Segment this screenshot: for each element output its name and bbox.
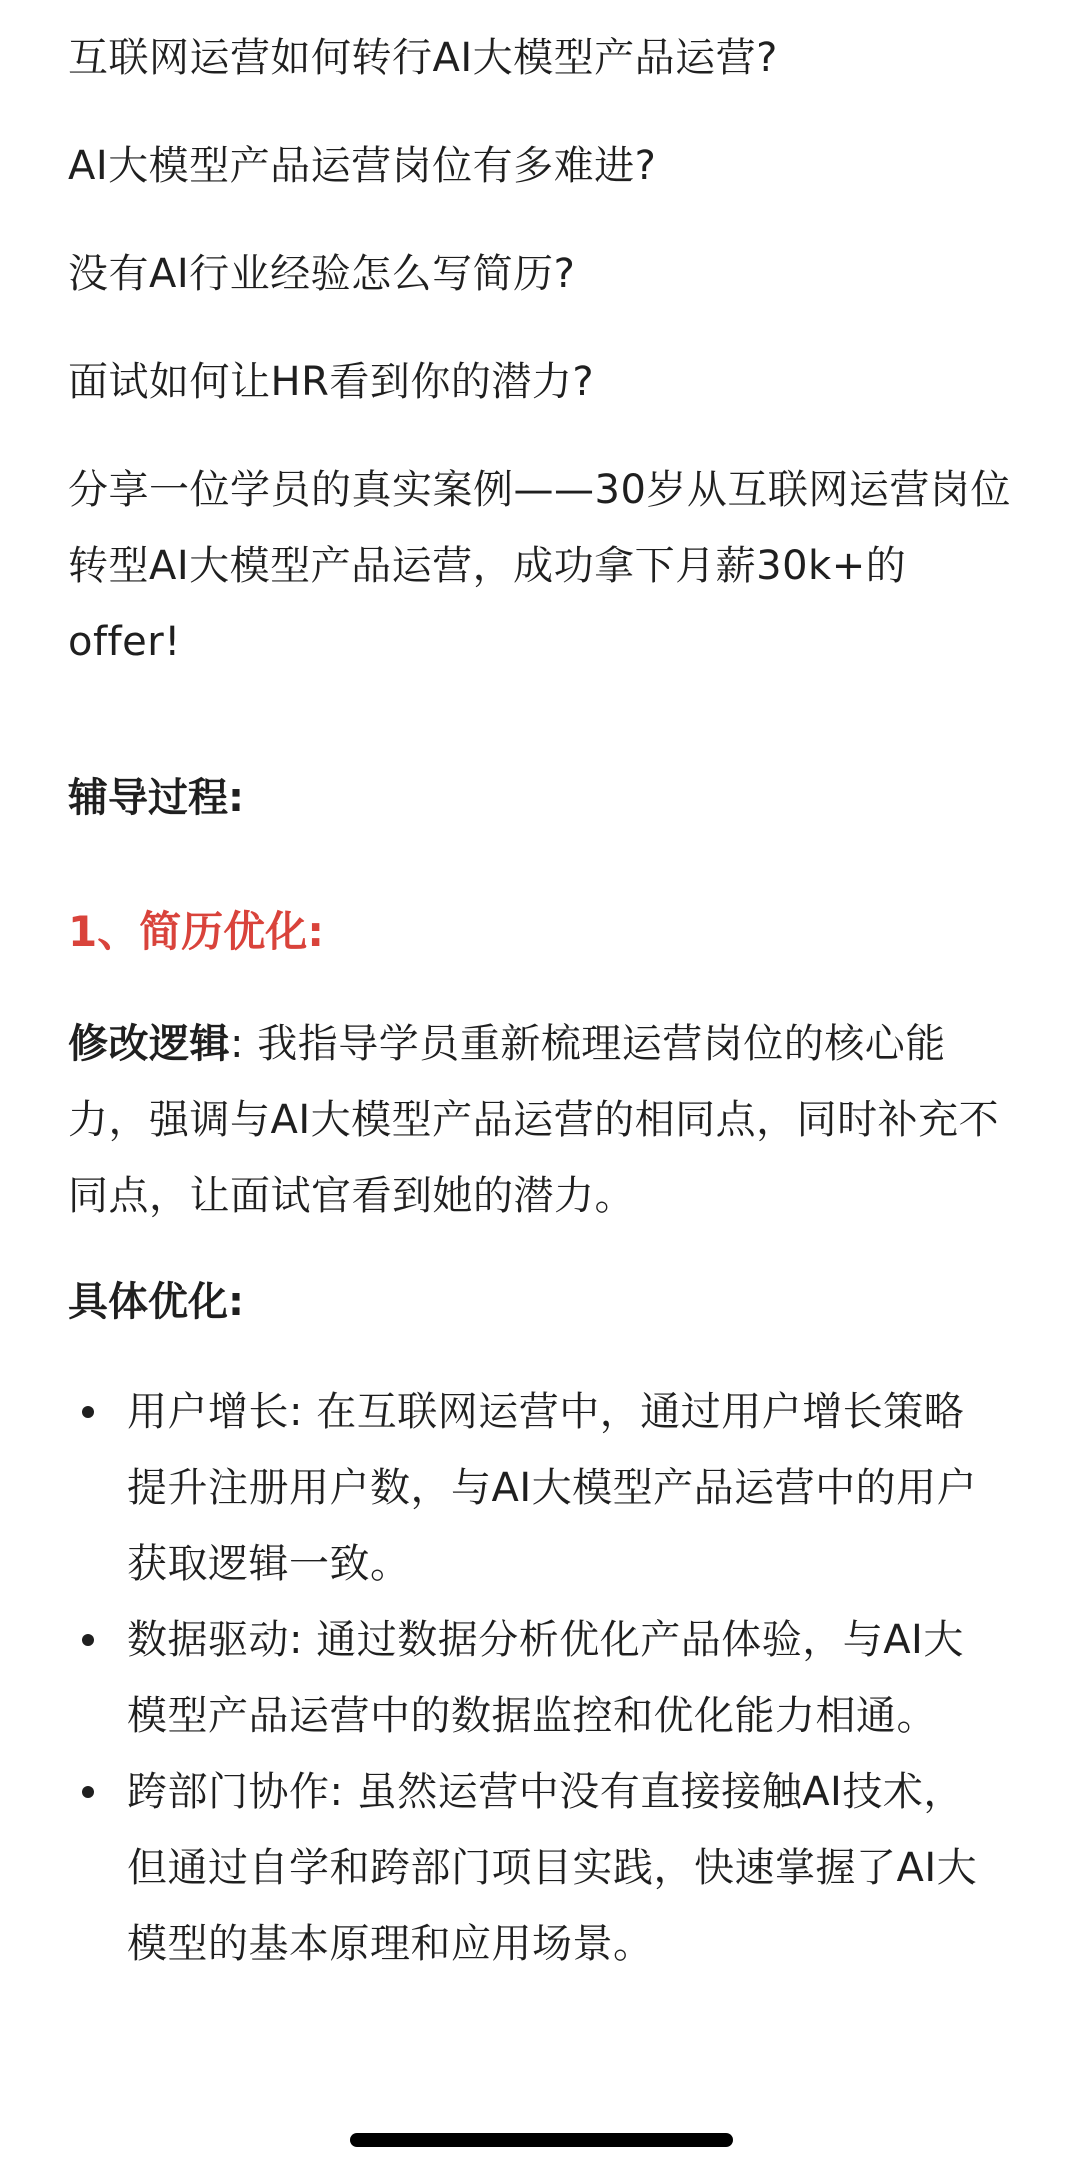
specific-optimization-heading: 具体优化: (68, 1279, 244, 1325)
list-item (68, 1754, 997, 1982)
list-item (68, 1602, 997, 1754)
intro-question: 没有AI行业经验怎么写简历? (68, 251, 576, 297)
coaching-heading: 辅导过程: (68, 775, 244, 821)
intro-question: AI大模型产品运营岗位有多难进? (68, 143, 657, 189)
list-item-text: 用户增长: 在互联网运营中，通过用户增长策略提升注册用户数，与AI大模型产品运营中的用户获取逻辑一致。 (127, 1389, 978, 1587)
intro-question: 面试如何让HR看到你的潜力? (68, 359, 595, 405)
modify-logic-paragraph (68, 1006, 1018, 1234)
intro-question: 互联网运营如何转行AI大模型产品运营? (68, 35, 778, 81)
list-item-text: 数据驱动: 通过数据分析优化产品体验，与AI大模型产品运营中的数据监控和优化能力相通。 (127, 1617, 964, 1739)
home-indicator[interactable] (350, 2133, 733, 2147)
case-intro-paragraph: 分享一位学员的真实案例——30岁从互联网运营岗位转型AI大模型产品运营，成功拿下月薪30k+的offer! (68, 467, 1011, 665)
modify-logic-label: 修改逻辑 (68, 1021, 230, 1067)
list-item (68, 1374, 997, 1602)
list-item-text: 跨部门协作: 虽然运营中没有直接接触AI技术，但通过自学和跨部门项目实践，快速掌握了AI大模型的基本原理和应用场景。 (127, 1769, 978, 1967)
bullet-icon (82, 1634, 94, 1646)
section-heading-resume: 1、简历优化: (68, 907, 325, 956)
bullet-icon (82, 1406, 94, 1418)
optimization-list (68, 1374, 1018, 1982)
bullet-icon (82, 1786, 94, 1798)
modify-logic-text: : 我指导学员重新梳理运营岗位的核心能力，强调与AI大模型产品运营的相同点，同时补充不同点，让面试官看到她的潜力。 (68, 1021, 1000, 1219)
